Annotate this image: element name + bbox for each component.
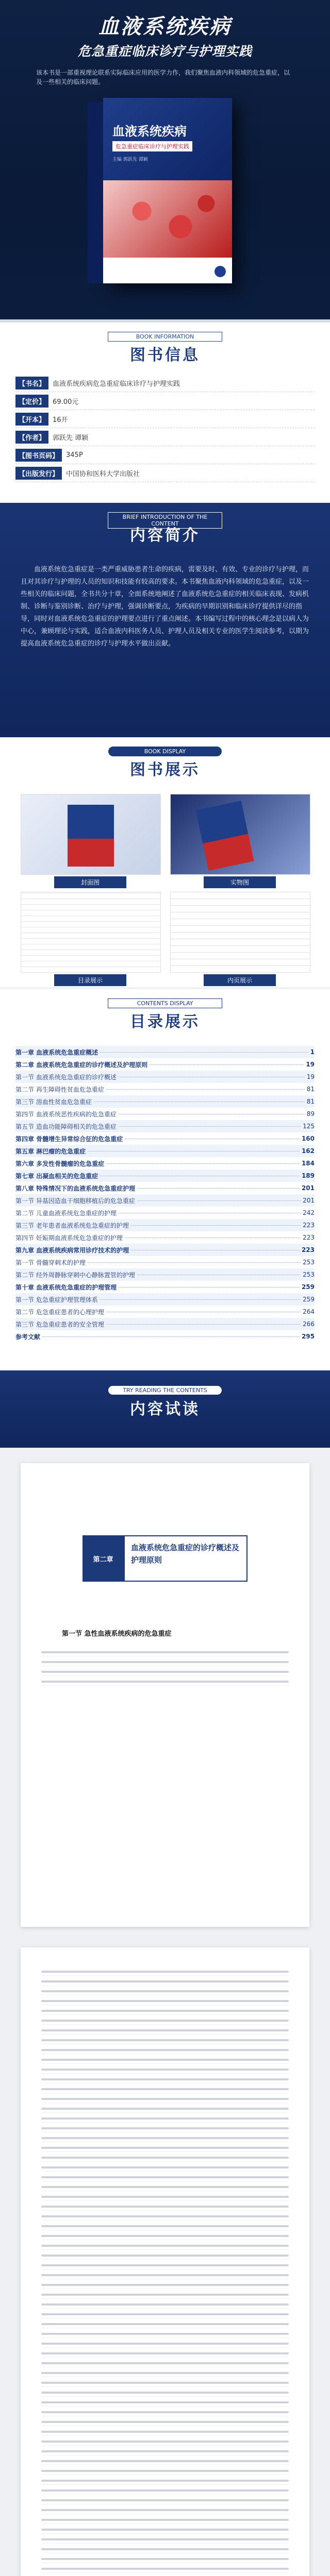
toc-entry-title: 第六章 多发性骨髓瘤的危急重症: [15, 1160, 105, 1167]
toc-leader: [119, 1286, 300, 1287]
toc-entry: [15, 1268, 315, 1281]
toc-leader: [119, 1212, 301, 1213]
text-line: [41, 2458, 289, 2465]
text-line: [41, 1997, 289, 2005]
toc-entry: [15, 1219, 315, 1231]
toc-leader: [131, 1249, 300, 1250]
text-line: [41, 2046, 289, 2054]
toc-entry: [15, 1120, 315, 1132]
text-line: [41, 2076, 289, 2083]
toc-entry-page: 201: [301, 1184, 315, 1192]
toc-entry: [15, 1293, 315, 1306]
text-line: [41, 2477, 289, 2485]
text-line: [41, 2223, 289, 2230]
toc-entry: [15, 1157, 315, 1170]
toc-leader: [106, 1163, 300, 1164]
text-line: [41, 2526, 289, 2534]
photo-label: 目录展示: [54, 974, 126, 986]
toc-entry: [15, 1231, 315, 1244]
cover-photo: [21, 794, 161, 875]
section-heading: 第一节 急性血液系统疾病的危急重症: [62, 1630, 172, 1638]
text-line: [41, 2125, 289, 2132]
section-en-label: BOOK INFORMATION: [108, 332, 222, 342]
book-cover-image: [103, 98, 232, 283]
toc-entry-page: 223: [303, 1222, 315, 1229]
text-line: [41, 2379, 289, 2387]
toc-entry-page: 259: [303, 1296, 315, 1303]
toc-entry-title: 第一章 血液系统危急重症概述: [15, 1048, 98, 1056]
text-line: [41, 2565, 289, 2573]
text-line: [41, 2095, 289, 2103]
toc-entry: [15, 1244, 315, 1256]
toc-leader: [137, 1188, 300, 1189]
toc-entry: [15, 1145, 315, 1157]
toc-entry-page: 223: [303, 1234, 315, 1241]
toc-leader: [150, 1064, 304, 1065]
toc-entry-title: 第一节 血液系统危急重症的诊疗概述: [15, 1073, 117, 1081]
toc-entry-title: 第三节 老年患者血液系统危急重症的护理: [15, 1222, 129, 1229]
text-line: [41, 2115, 289, 2123]
info-row: [15, 410, 315, 428]
toc-entry-page: 1: [310, 1048, 315, 1056]
section-title: 内容试读: [130, 1400, 200, 1418]
toc-entry-title: 第十章 血液系统危急重症的护理管理: [15, 1283, 117, 1291]
text-line: [41, 2399, 289, 2406]
toc-entry: [15, 1083, 315, 1095]
toc-leader: [137, 1200, 301, 1201]
toc-entry-title: 第二节 经外周静脉穿刺中心静脉置管的护理: [15, 1271, 135, 1279]
toc-entry: [15, 1058, 315, 1071]
toc-entry-page: 19: [306, 1073, 315, 1080]
inner-page-photo: [170, 892, 310, 973]
try-reading-section: [0, 1370, 330, 2576]
text-line: [41, 2272, 289, 2279]
toc-entry-title: 第二章 血液系统危急重症的诊疗概述及护理原则: [15, 1061, 148, 1069]
text-line: [41, 2134, 289, 2142]
toc-entry-page: 259: [301, 1283, 315, 1291]
toc-section: [0, 987, 330, 1370]
toc-list: [15, 1046, 315, 1343]
toc-entry-page: 184: [301, 1160, 315, 1167]
section-title: 目录展示: [130, 1013, 200, 1031]
text-line: [41, 2360, 289, 2367]
text-line: [41, 2242, 289, 2250]
toc-entry: [15, 1318, 315, 1330]
toc-leader: [100, 1299, 301, 1300]
toc-entry: [15, 1207, 315, 1219]
toc-leader: [119, 1076, 305, 1077]
toc-entry-page: 125: [303, 1123, 315, 1130]
book-cover-art: [103, 180, 232, 258]
text-line: [41, 2487, 289, 2495]
toc-entry-title: 第一节 危急重症护理管理体系: [15, 1296, 98, 1303]
info-row: [15, 464, 315, 482]
hero-subtitle: 危急重症临床诊疗与护理实践: [77, 44, 252, 59]
info-value: 中国协和医科大学出版社: [66, 470, 140, 478]
toc-entry-page: 295: [301, 1333, 315, 1340]
toc-entry: [15, 1256, 315, 1268]
text-line: [41, 2281, 289, 2289]
toc-leader: [100, 1052, 308, 1053]
toc-leader: [106, 1311, 301, 1312]
text-line: [41, 2536, 289, 2544]
text-line: [41, 2174, 289, 2181]
text-line: [41, 2252, 289, 2260]
toc-leader: [119, 1113, 305, 1114]
toc-entry-title: 第五节 造血功能障碍相关的危急重症: [15, 1123, 117, 1130]
text-line: [41, 1968, 289, 1976]
text-line: [41, 1978, 289, 1986]
toc-entry-page: 223: [301, 1246, 315, 1253]
text-line: [41, 2301, 289, 2309]
text-line: [41, 2428, 289, 2436]
info-key: 【出版发行】: [15, 467, 62, 480]
info-value: 郭跃先 谭颖: [53, 434, 89, 442]
info-key: 【书名】: [15, 377, 48, 389]
toc-entry: [15, 1046, 315, 1058]
text-line: [41, 2555, 289, 2563]
hero-intro: 该本书是一部重视理论联系实际临床应用的医学力作，我们聚焦血液内科领域的危急重症，以及一些相关的临床问题。: [36, 69, 290, 86]
toc-entry-title: 第二节 再生障碍性贫血危急重症: [15, 1086, 104, 1093]
toc-entry-page: 162: [301, 1147, 315, 1155]
text-line: [41, 2037, 289, 2044]
text-line: [41, 2418, 289, 2426]
physical-photo: [170, 794, 310, 875]
section-title: 内容简介: [130, 527, 200, 545]
toc-entry-page: 89: [306, 1110, 315, 1117]
sample-text: [41, 1649, 289, 1688]
toc-entry-page: 81: [306, 1098, 315, 1105]
chapter-title: 血液系统危急重症的诊疗概述及护理原则: [124, 1535, 248, 1582]
text-line: [41, 2213, 289, 2221]
text-line: [41, 2017, 289, 2025]
toc-entry: [15, 1306, 315, 1318]
book-cover-authors: 主编 郭跃先 谭颖: [112, 157, 148, 162]
text-line: [41, 2232, 289, 2240]
toc-entry-title: 参考文献: [15, 1333, 41, 1341]
toc-leader: [94, 1101, 305, 1102]
toc-leader: [88, 1262, 301, 1263]
toc-entry-title: 第二节 儿童血液系统危急重症的护理: [15, 1209, 117, 1217]
text-line: [41, 2086, 289, 2093]
info-list: [15, 374, 315, 482]
info-row: [15, 446, 315, 464]
text-line: [41, 2311, 289, 2318]
text-line: [41, 2369, 289, 2377]
text-line: [41, 2291, 289, 2299]
text-line: [41, 2066, 289, 2074]
toc-entry-page: 253: [303, 1271, 315, 1278]
toc-leader: [42, 1336, 300, 1337]
toc-entry-title: 第八章 特殊情况下的血液系统危急重症护理: [15, 1184, 136, 1192]
info-row: [15, 428, 315, 446]
text-line: [41, 2516, 289, 2524]
section-en-label: TRY READING THE CONTENTS: [108, 1386, 222, 1395]
toc-entry-title: 第四节 血液系统恶性疾病的危急重症: [15, 1110, 117, 1118]
book-cover-subtitle: 危急重症临床诊疗与护理实践: [112, 141, 192, 151]
toc-entry: [15, 1330, 315, 1343]
text-line: [41, 2506, 289, 2514]
chapter-label: 第二章: [82, 1535, 124, 1582]
toc-entry-title: 第一节 骨髓穿刺术的护理: [15, 1259, 86, 1266]
hero-banner: [0, 0, 330, 319]
toc-entry: [15, 1170, 315, 1182]
toc-entry-title: 第五章 淋巴瘤的危急重症: [15, 1147, 86, 1155]
info-value: 血液系统疾病危急重症临床诊疗与护理实践: [53, 380, 180, 388]
text-line: [41, 2546, 289, 2553]
text-line: [41, 2409, 289, 2416]
info-value: 16开: [53, 416, 68, 424]
book-cover-title: 血液系统疾病: [112, 124, 187, 139]
toc-entry-page: 242: [303, 1209, 315, 1216]
info-value: 69.00元: [53, 398, 79, 406]
toc-entry-title: 第九章 血液系统疾病常用诊疗技术的护理: [15, 1246, 129, 1254]
text-line: [41, 2320, 289, 2328]
toc-entry-page: 19: [306, 1061, 315, 1068]
text-line: [41, 2438, 289, 2446]
toc-entry-title: 第七章 出凝血相关的危急重症: [15, 1172, 98, 1180]
chapter-heading: [82, 1535, 248, 1582]
toc-leader: [106, 1324, 301, 1325]
toc-entry-title: 第一节 异基因造血干细胞移植后的危急重症: [15, 1197, 135, 1205]
toc-entry-title: 第四章 骨髓增生异常综合征的危急重症: [15, 1135, 123, 1143]
info-key: 【作者】: [15, 431, 48, 444]
text-line: [41, 2193, 289, 2201]
intro-text: 血液系统危急重症是一类严重威胁患者生命的疾病，需要及时、有效、专业的诊疗与护理，而且对其诊疗与护理的人员的知识和技能有较高的要求。本书聚焦血液内科领域的危急重症，以及一些相关的临床问题，全书共分十章，全面系统地阐述了血液系统危急重症的相关临床表现、发病机制、诊断与鉴别诊断、治疗与护理，强调诊断要点，为疾病的早期识别和临床诊疗提供详尽的指导，同时对血液系统危急重症的护理要点进行了重点阐述。本书编写过程中的核心理念是以病人为中心，兼顾理论与实践，适合血液内科医务人员、护理人员及相关专业的医学生阅读参考，以期为提高血液系统危急重症的诊疗与护理水平做出贡献。: [21, 566, 309, 648]
hero-title: 血液系统疾病: [98, 14, 232, 39]
info-row: [15, 392, 315, 410]
text-line: [41, 1988, 289, 1995]
toc-entry-title: 第四节 妊娠期血液系统危急重症的护理: [15, 1234, 123, 1242]
text-line: [41, 2144, 289, 2152]
text-line: [41, 2330, 289, 2338]
text-line: [41, 2467, 289, 2475]
publisher-logo: [214, 266, 226, 277]
sample-page-1: [21, 1463, 309, 1927]
photo-label: 实物图: [204, 876, 276, 888]
info-key: 【定价】: [15, 395, 48, 408]
toc-entry-page: 266: [303, 1320, 315, 1328]
section-en-label: CONTENTS DISPLAY: [108, 998, 222, 1008]
section-en-label: BOOK DISPLAY: [108, 747, 222, 756]
text-line: [41, 2389, 289, 2397]
text-line: [41, 2203, 289, 2211]
toc-entry-title: 第三节 危急重症患者的安全管理: [15, 1320, 104, 1328]
section-title: 图书展示: [130, 761, 200, 779]
toc-entry: [15, 1071, 315, 1083]
toc-leader: [88, 1150, 300, 1151]
toc-entry: [15, 1095, 315, 1108]
toc-entry-page: 189: [301, 1172, 315, 1179]
toc-entry-title: 第二节 危急重症患者的心理护理: [15, 1308, 104, 1316]
text-line: [41, 2497, 289, 2504]
section-title: 图书信息: [130, 346, 200, 364]
intro-section: [0, 503, 330, 737]
text-line: [41, 2154, 289, 2162]
book-display-section: [0, 737, 330, 987]
toc-entry-title: 第三节 溶血性贫血危急重症: [15, 1098, 92, 1106]
toc-leader: [119, 1126, 301, 1127]
toc-leader: [125, 1138, 300, 1139]
toc-entry: [15, 1281, 315, 1293]
text-line: [41, 2105, 289, 2113]
text-line: [41, 2262, 289, 2269]
sample-page-2: [21, 1947, 309, 2576]
info-key: 【图书页码】: [15, 449, 62, 462]
toc-entry: [15, 1132, 315, 1145]
info-key: 【开本】: [15, 413, 48, 426]
sample-text: [41, 1968, 289, 2576]
book-info-section: [0, 319, 330, 503]
text-line: [41, 2183, 289, 2191]
book-spine: [88, 102, 103, 283]
section-en-label: BRIEF INTRODUCTION OF THE CONTENT: [108, 512, 222, 529]
toc-entry: [15, 1182, 315, 1194]
text-line: [41, 2350, 289, 2358]
toc-leader: [100, 1175, 300, 1176]
toc-leader: [125, 1237, 301, 1238]
toc-entry-page: 81: [306, 1086, 315, 1093]
toc-entry: [15, 1108, 315, 1120]
toc-leader: [131, 1225, 301, 1226]
toc-entry-page: 253: [303, 1259, 315, 1266]
photo-label: 封面图: [54, 876, 126, 888]
toc-leader: [137, 1274, 301, 1275]
toc-photo: [21, 892, 161, 973]
text-line: [41, 2448, 289, 2455]
text-line: [41, 2164, 289, 2172]
photo-label: 内页展示: [204, 974, 276, 986]
text-line: [41, 2007, 289, 2015]
toc-entry-page: 264: [303, 1308, 315, 1315]
text-line: [41, 2056, 289, 2064]
text-line: [41, 2027, 289, 2035]
toc-leader: [106, 1089, 305, 1090]
toc-entry-page: 201: [303, 1197, 315, 1204]
text-line: [41, 2340, 289, 2348]
toc-entry-page: 160: [301, 1135, 315, 1142]
toc-entry: [15, 1194, 315, 1207]
info-value: 345P: [66, 451, 83, 459]
info-row: [15, 374, 315, 392]
